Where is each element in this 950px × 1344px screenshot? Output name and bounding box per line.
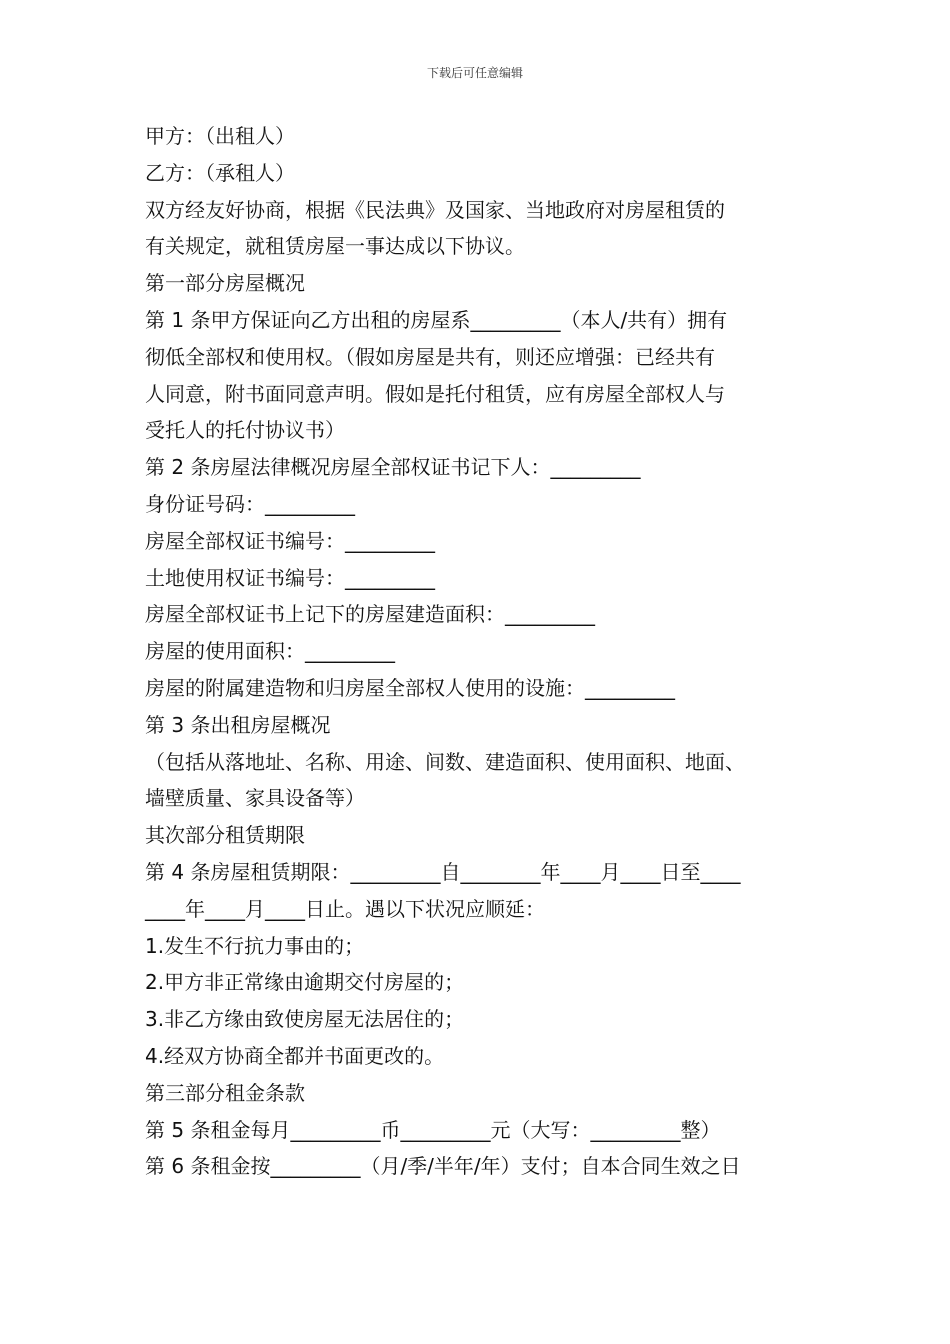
- article-3-line-2: 墙壁质量、家具设备等）: [145, 786, 365, 811]
- id-number-line: 身份证号码：_________: [145, 491, 355, 516]
- ownership-cert-line: 房屋全部权证书编号：_________: [145, 528, 435, 553]
- section-2-heading: 其次部分租赁期限: [145, 823, 305, 848]
- article-2-line-1: 第 2 条房屋法律概况房屋全部权证书记下人：_________: [145, 455, 641, 480]
- party-a-line: 甲方：（出租人）: [145, 124, 295, 148]
- list-item-4: 4.经双方协商全都并书面更改的。: [145, 1043, 445, 1068]
- article-3-heading: 第 3 条出租房屋概况: [145, 712, 331, 737]
- section-1-heading: 第一部分房屋概况: [145, 271, 305, 296]
- list-item-1: 1.发生不行抗力事由的；: [145, 933, 365, 958]
- article-1-line-1: 第 1 条甲方保证向乙方出租的房屋系_________（本人/共有）拥有: [145, 307, 728, 332]
- intro-line-1: 双方经友好协商，根据《民法典》及国家、当地政府对房屋租赁的: [145, 197, 725, 222]
- party-b-line: 乙方：（承租人）: [145, 160, 295, 185]
- usable-area-line: 房屋的使用面积：_________: [145, 639, 395, 664]
- intro-line-2: 有关规定，就租赁房屋一事达成以下协议。: [145, 234, 525, 259]
- list-item-3: 3.非乙方缘由致使房屋无法居住的；: [145, 1007, 465, 1032]
- section-3-heading: 第三部分租金条款: [145, 1080, 305, 1105]
- article-5-line: 第 5 条租金每月_________币_________元（大写：_________整）: [145, 1117, 721, 1142]
- facilities-line: 房屋的附属建造物和归房屋全部权人使用的设施：_________: [145, 675, 675, 700]
- article-1-line-2: 彻低全部权和使用权。（假如房屋是共有，则还应增强：已经共有: [145, 344, 715, 369]
- building-area-line: 房屋全部权证书上记下的房屋建造面积：_________: [145, 602, 595, 627]
- article-3-line-1: （包括从落地址、名称、用途、间数、建造面积、使用面积、地面、: [145, 749, 745, 774]
- land-cert-line: 土地使用权证书编号：_________: [145, 565, 435, 590]
- article-6-line: 第 6 条租金按_________（月/季/半年/年）支付；自本合同生效之日: [145, 1154, 741, 1179]
- list-item-2: 2.甲方非正常缘由逾期交付房屋的；: [145, 970, 465, 995]
- article-4-line-1: 第 4 条房屋租赁期限：_________自________年____月____日至____: [145, 859, 741, 884]
- article-1-line-3: 人同意，附书面同意声明。假如是托付租赁，应有房屋全部权人与: [145, 381, 725, 406]
- page-header: 下载后可任意编辑: [426, 66, 523, 80]
- contract-body: [145, 118, 825, 1185]
- article-1-line-4: 受托人的托付协议书）: [145, 418, 345, 443]
- article-4-line-2: ____年____月____日止。遇以下状况应顺延：: [145, 896, 545, 921]
